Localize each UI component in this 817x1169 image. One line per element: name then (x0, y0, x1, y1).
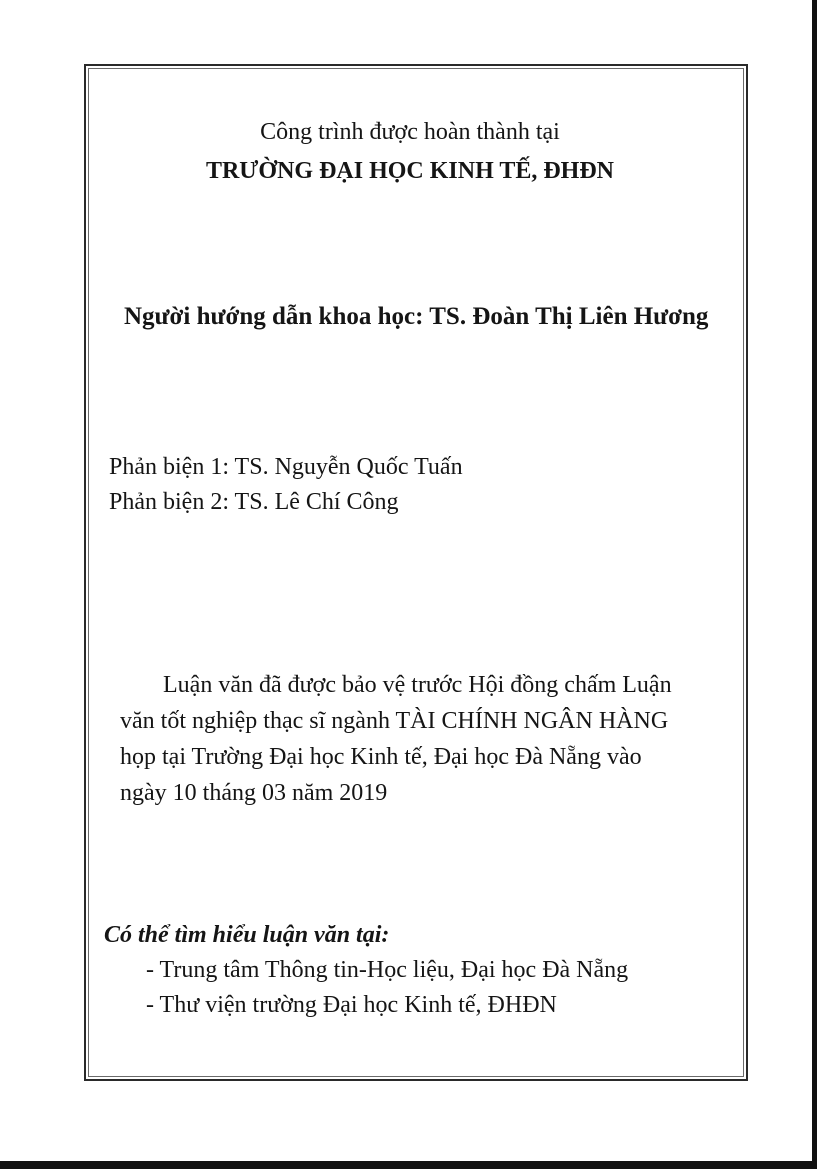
scan-edge-bottom (0, 1161, 817, 1169)
reviewer-1: Phản biện 1: TS. Nguyễn Quốc Tuấn (109, 454, 463, 480)
scan-edge-right (812, 0, 817, 1169)
university-title: TRƯỜNG ĐẠI HỌC KINH TẾ, ĐHĐN (205, 158, 615, 184)
defense-paragraph-line-3: họp tại Trường Đại học Kinh tế, Đại học Đà Nẵng vào (120, 744, 642, 770)
scientific-advisor: Người hướng dẫn khoa học: TS. Đoàn Thị Liên Hương (124, 303, 709, 330)
library-item-2: - Thư viện trường Đại học Kinh tế, ĐHĐN (146, 992, 557, 1018)
defense-paragraph-line-1: Luận văn đã được bảo vệ trước Hội đồng chấm Luận (163, 672, 672, 698)
defense-paragraph-line-4: ngày 10 tháng 03 năm 2019 (120, 780, 388, 806)
completion-statement: Công trình được hoàn thành tại (260, 119, 560, 145)
library-heading: Có thể tìm hiểu luận văn tại: (104, 922, 390, 948)
defense-paragraph-line-2: văn tốt nghiệp thạc sĩ ngành TÀI CHÍNH NGÂN HÀNG (120, 708, 669, 734)
reviewer-2: Phản biện 2: TS. Lê Chí Công (109, 489, 399, 515)
library-item-1: - Trung tâm Thông tin-Học liệu, Đại học Đà Nẵng (146, 957, 629, 983)
